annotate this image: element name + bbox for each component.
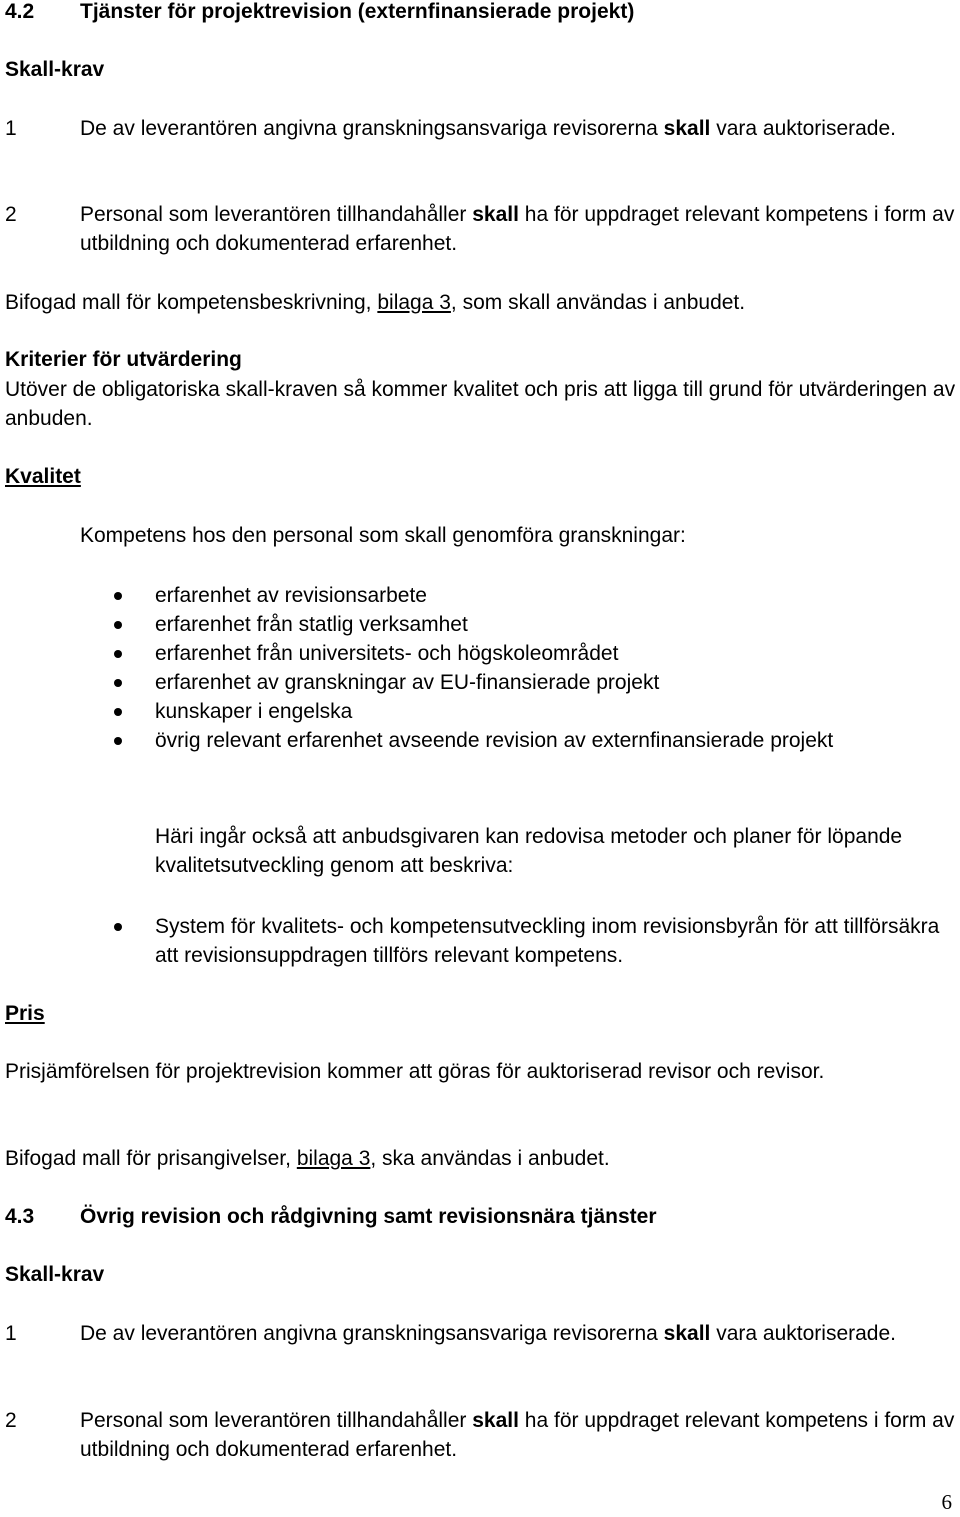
requirement-text: De av leverantören angivna granskningsansvariga revisorerna skall vara auktoriserade.	[80, 1322, 896, 1345]
requirement-text: De av leverantören angivna granskningsansvariga revisorerna skall vara auktoriserade.	[80, 117, 896, 140]
list-item: System för kvalitets- och kompetensutveckling inom revisionsbyrån för att tillförsäkra att revisionsuppdragen tillförs relevant kompetens.	[112, 912, 960, 970]
price-heading: Pris	[5, 1002, 45, 1025]
bullet-icon	[114, 592, 122, 600]
list-item: erfarenhet av revisionsarbete	[112, 581, 960, 610]
attachment-link[interactable]: bilaga 3	[296, 1147, 371, 1170]
requirement-number: 2	[5, 1409, 17, 1432]
skall-krav-heading: Skall-krav	[5, 58, 105, 81]
skall-krav-heading: Skall-krav	[5, 1263, 105, 1286]
quality-extra-text: Häri ingår också att anbudsgivaren kan redovisa metoder och planer för löpande kvalitetsutveckling genom att beskriva:	[155, 825, 903, 877]
requirement-number: 2	[5, 203, 17, 226]
bullet-icon	[114, 737, 122, 745]
quality-intro: Kompetens hos den personal som skall genomföra granskningar:	[80, 524, 686, 547]
price-template-note: Bifogad mall för prisangivelser, bilaga 3, ska användas i anbudet.	[5, 1147, 610, 1170]
competence-template-note: Bifogad mall för kompetensbeskrivning, bilaga 3, som skall användas i anbudet.	[5, 291, 746, 314]
section-title: Tjänster för projektrevision (externfinansierade projekt)	[80, 0, 635, 23]
section-title: Övrig revision och rådgivning samt revisionsnära tjänster	[80, 1205, 657, 1228]
list-item: erfarenhet från universitets- och högskoleområdet	[112, 639, 960, 668]
section-heading-4-3	[5, 1202, 960, 1231]
requirement-text: Personal som leverantören tillhandahåller skall ha för uppdraget relevant kompetens i form av utbildning och dokumenterad erfarenhet.	[80, 203, 955, 255]
bullet-icon	[114, 708, 122, 716]
bullet-icon	[114, 923, 122, 931]
requirement-number: 1	[5, 117, 17, 140]
page-number: 6	[941, 1490, 952, 1514]
criteria-text: Utöver de obligatoriska skall-kraven så kommer kvalitet och pris att ligga till grund för utvärderingen av anbuden.	[5, 378, 956, 430]
requirement-number: 1	[5, 1322, 17, 1345]
section-number: 4.3	[5, 1205, 35, 1228]
bullet-icon	[114, 679, 122, 687]
section-heading-4-2	[5, 0, 960, 26]
list-item: erfarenhet från statlig verksamhet	[112, 610, 960, 639]
criteria-heading: Kriterier för utvärdering	[5, 348, 242, 371]
attachment-link[interactable]: bilaga 3	[377, 291, 451, 314]
list-item: erfarenhet av granskningar av EU-finansierade projekt	[112, 668, 960, 697]
requirement-text: Personal som leverantören tillhandahåller skall ha för uppdraget relevant kompetens i form av utbildning och dokumenterad erfarenhet.	[80, 1409, 955, 1461]
quality-bullet-list	[112, 581, 960, 755]
quality-extra-bullet-list	[112, 912, 960, 970]
section-number: 4.2	[5, 0, 35, 23]
bullet-icon	[114, 650, 122, 658]
price-text: Prisjämförelsen för projektrevision kommer att göras för auktoriserad revisor och revisor.	[5, 1060, 825, 1083]
list-item: kunskaper i engelska	[112, 697, 960, 726]
quality-heading: Kvalitet	[5, 465, 81, 488]
list-item: övrig relevant erfarenhet avseende revision av externfinansierade projekt	[112, 726, 960, 755]
bullet-icon	[114, 621, 122, 629]
